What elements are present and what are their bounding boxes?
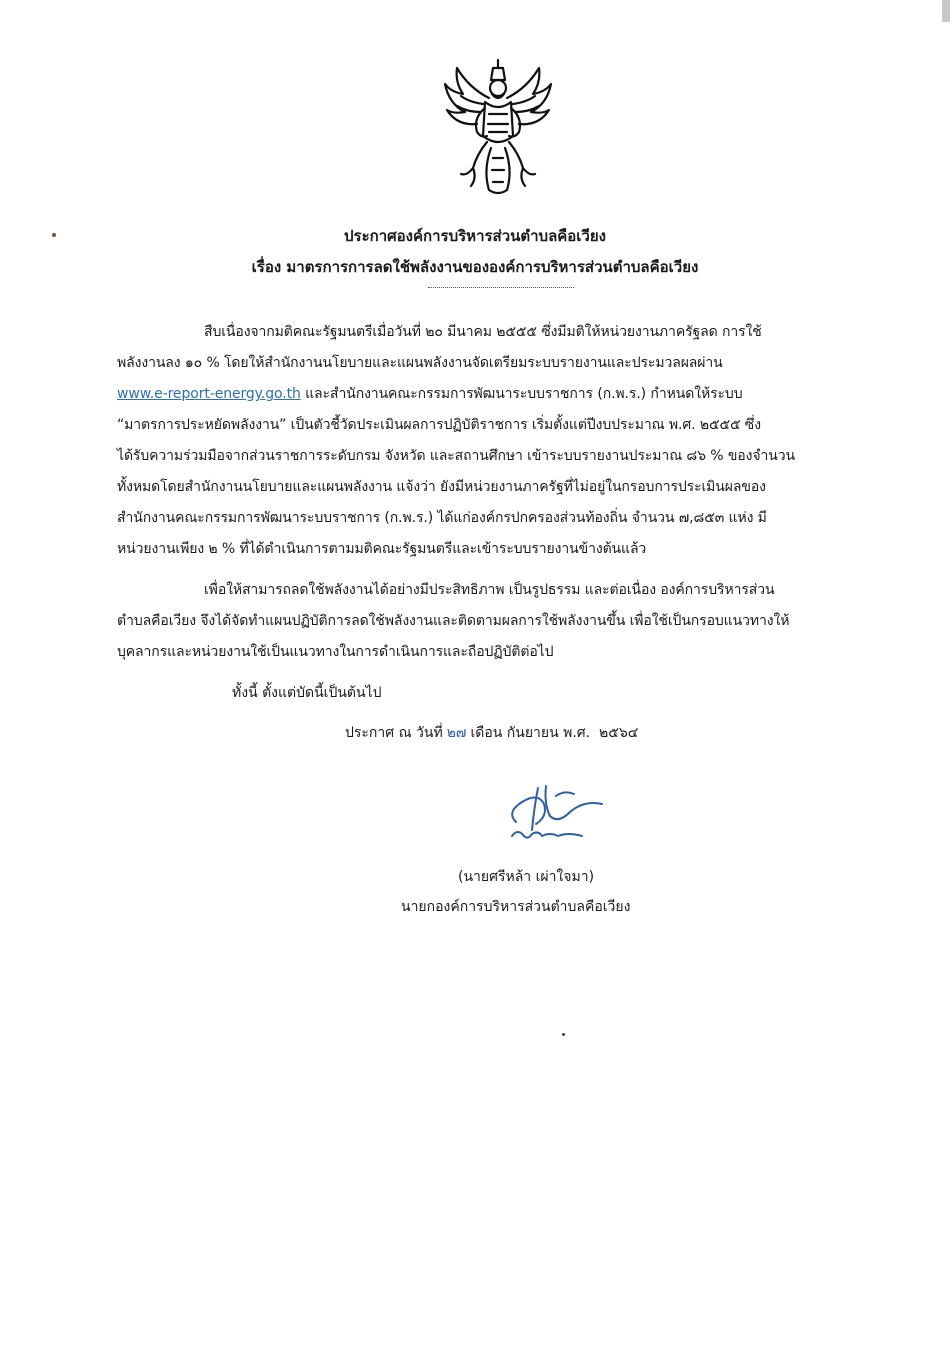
date-month: เดือน กันยายน พ.ศ. [470,725,591,741]
paragraph-line: พลังงานลง ๑๐ % โดยให้สำนักงานนโยบายและแผนพลังงานจัดเตรียมระบบรายงานและประมวลผลผ่าน [117,355,723,371]
title-divider [428,287,574,288]
paragraph-line: ตำบลคือเวียง จึงได้จัดทำแผนปฏิบัติการลดใช้พลังงานและติดตามผลการใช้พลังงานขึ้น เพื่อใช้เป็นกรอบแนวทางให้ [117,613,790,629]
announcement-title: ประกาศองค์การบริหารส่วนตำบลคือเวียง [344,227,606,245]
paragraph-text: และสำนักงานคณะกรรมการพัฒนาระบบราชการ (ก.พ.ร.) กำหนดให้ระบบ [300,386,743,402]
date-year: ๒๕๖๔ [599,725,639,741]
paragraph-line: ทั้งหมดโดยสำนักงานนโยบายและแผนพลังงาน แจ้งว่า ยังมีหน่วยงานภาครัฐที่ไม่อยู่ในกรอบการประเมินผลของ [117,479,766,495]
scan-speck [562,1033,565,1036]
paragraph-line: สำนักงานคณะกรรมการพัฒนาระบบราชการ (ก.พ.ร.) ได้แก่องค์กรปกครองส่วนท้องถิ่น จำนวน ๗,๘๕๓ แห่ง มี [117,510,767,526]
date-day-handwritten: ๒๗ [446,725,467,741]
paragraph-line: สืบเนื่องจากมติคณะรัฐมนตรีเมื่อวันที่ ๒๐ มีนาคม ๒๕๕๕ ซึ่งมีมติให้หน่วยงานภาครัฐลด การใช้ [204,324,762,340]
signatory-title: นายกองค์การบริหารส่วนตำบลคือเวียง [401,899,631,915]
paragraph-line: “มาตรการประหยัดพลังงาน” เป็นตัวชี้วัดประเมินผลการปฏิบัติราชการ เริ่มตั้งแต่ปีงบประมาณ พ.ศ. ๒๕๕๕ ซึ่ง [117,417,761,433]
handwritten-signature [498,782,608,846]
paragraph-line: ได้รับความร่วมมือจากส่วนราชการระดับกรม จังหวัด และสถานศึกษา เข้าระบบรายงานประมาณ ๘๖ % ของจำนวน [117,448,796,464]
paragraph-line: บุคลากรและหน่วยงานใช้เป็นแนวทางในการดำเนินการและถือปฏิบัติต่อไป [117,644,554,660]
e-report-link[interactable]: www.e-report-energy.go.th [117,386,301,402]
announcement-subject: เรื่อง มาตรการการลดใช้พลังงานขององค์การบริหารส่วนตำบลคือเวียง [251,258,699,276]
announcement-date [345,722,638,744]
garuda-emblem-icon [443,58,553,198]
paragraph-line [117,383,892,405]
effective-statement: ทั้งนี้ ตั้งแต่บัดนี้เป็นต้นไป [232,685,382,701]
paragraph-line: เพื่อให้สามารถลดใช้พลังงานได้อย่างมีประสิทธิภาพ เป็นรูปธรรม และต่อเนื่อง องค์การบริหารส่วน [204,582,775,598]
date-prefix: ประกาศ ณ วันที่ [345,725,443,741]
signatory-name: (นายศรีหล้า เผ่าใจมา) [458,869,595,885]
scan-edge-mark [942,0,950,22]
paragraph-line: หน่วยงานเพียง ๒ % ที่ได้ดำเนินการตามมติคณะรัฐมนตรีและเข้าระบบรายงานข้างต้นแล้ว [117,541,647,557]
